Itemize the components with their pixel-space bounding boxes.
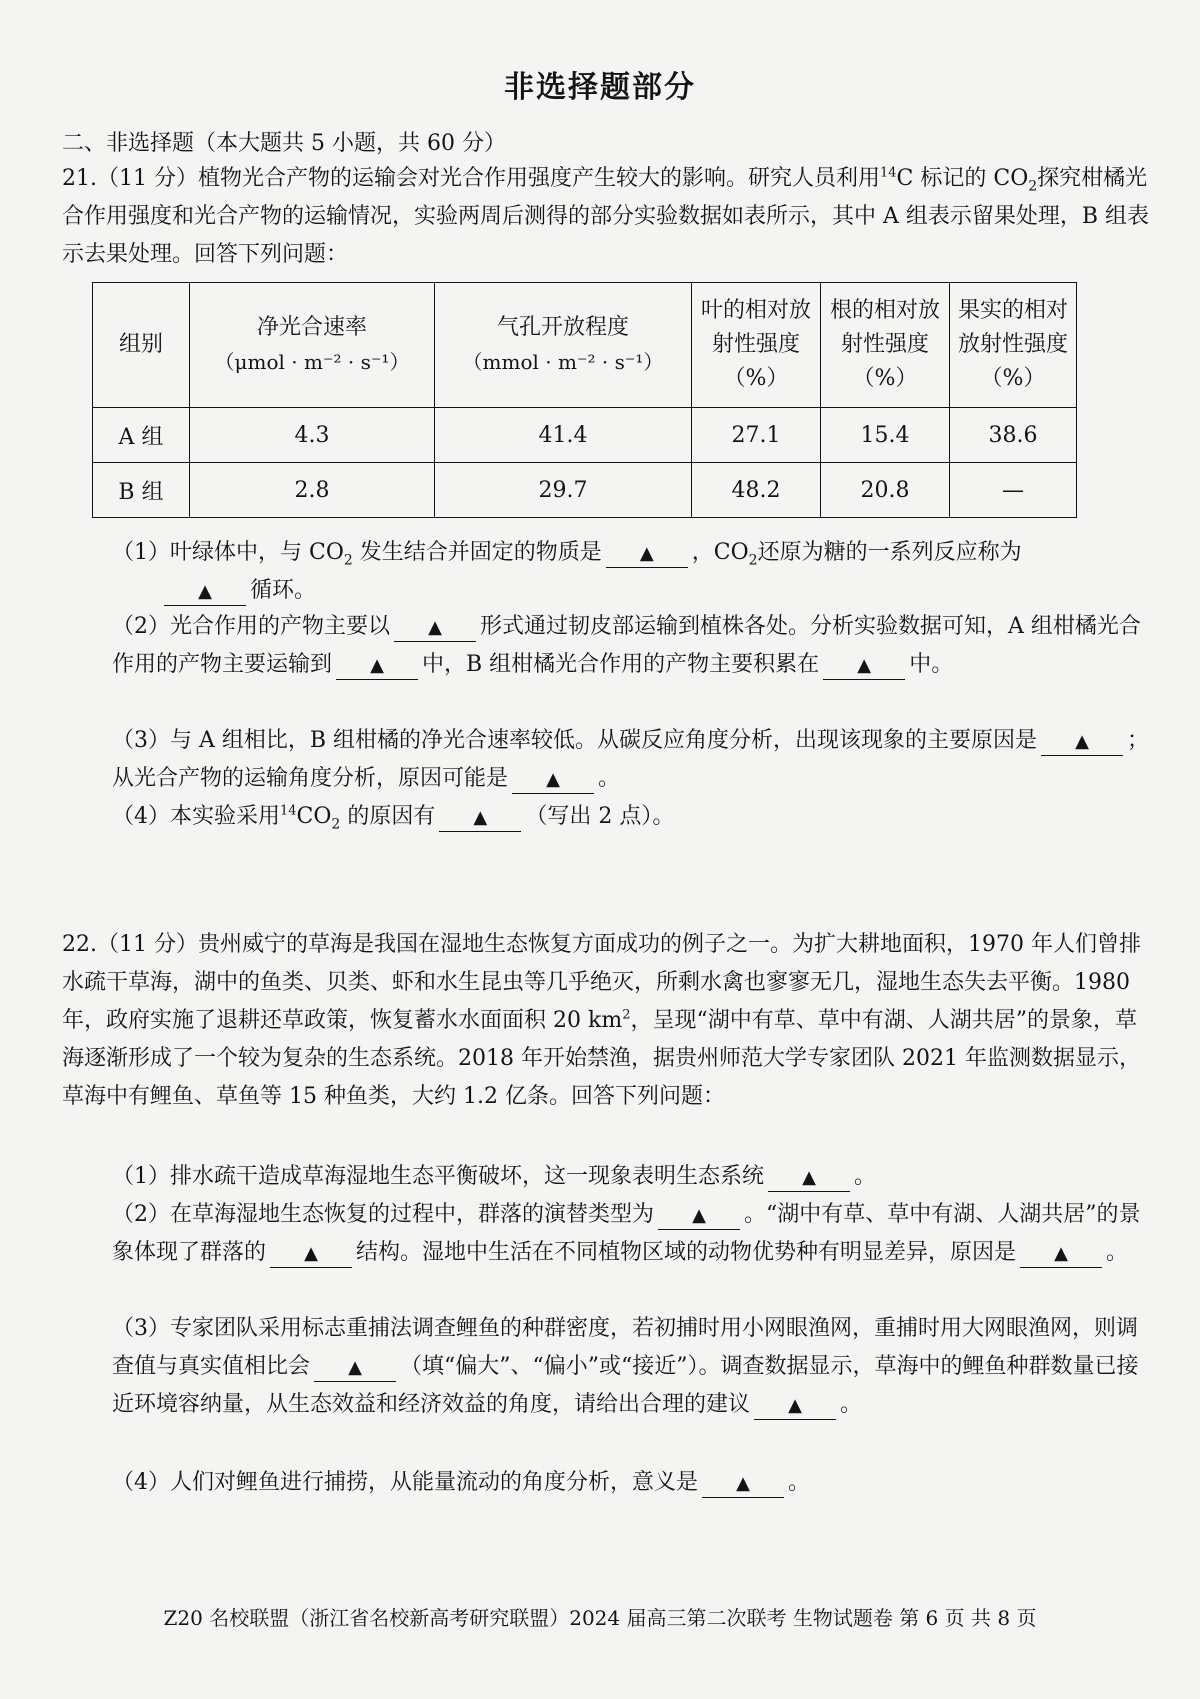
- q21-intro: 21.（11 分）植物光合产物的运输会对光合作用强度产生较大的影响。研究人员利用$^{14}$C 标记的 $CO_2$探究柑橘光合作用强度和光合产物的运输情况，实验两周后测得的部分实验数据如表所示，其中 A 组表示留果处理，B 组表示去果处理。回答下列问题：: [62, 165, 1150, 267]
- answer-blank[interactable]: [754, 1392, 836, 1420]
- triangle-icon: ▲: [1054, 1243, 1068, 1264]
- answer-blank[interactable]: [1020, 1240, 1102, 1268]
- page-title: 非选择题部分: [504, 70, 696, 105]
- q22-sub1: （1）排水疏干造成草海湿地生态平衡破坏，这一现象表明生态系统 ▲ 。: [112, 1158, 1152, 1196]
- q22-number: 22.: [62, 932, 97, 957]
- triangle-icon: ▲: [788, 1395, 802, 1416]
- triangle-icon: ▲: [802, 1167, 816, 1188]
- header-leaf: 叶的相对放射性强度（%）: [692, 283, 821, 408]
- q21-sub1: （1）叶绿体中，与 $CO_2$ 发生结合并固定的物质是 ▲ ，$CO_2$还原为糖的一系列反应称为 ▲ 循环。: [112, 534, 1152, 610]
- triangle-icon: ▲: [692, 1205, 706, 1226]
- q21-sub2: （2）光合作用的产物主要以 ▲ 形式通过韧皮部运输到植株各处。分析实验数据可知，A 组柑橘光合作用的产物主要运输到 ▲ 中，B 组柑橘光合作用的产物主要积累在 ▲ 中。: [112, 608, 1152, 684]
- q22-intro: 22.（11 分）贵州威宁的草海是我国在湿地生态恢复方面成功的例子之一。为扩大耕地面积，1970 年人们曾排水疏干草海，湖中的鱼类、贝类、虾和水生昆虫等几乎绝灭，所剩水禽也寥寥无几，湿地生态失去平衡。1980 年，政府实施了退耕还草政策，恢复蓄水水面面积 20 $km^2$，呈现“湖中有草、草中有湖、人湖共居”的景象，草海逐渐形成了一个较为复杂的生态系统。2018 年开始禁渔，据贵州师范大学专家团队 2021 年监测数据显示，草海中有鲤鱼、草鱼等 15 种鱼类，大约 1.2 亿条。回答下列问题：: [62, 932, 1141, 1109]
- triangle-icon: ▲: [428, 617, 442, 638]
- triangle-icon: ▲: [857, 655, 872, 676]
- answer-blank[interactable]: [702, 1470, 784, 1498]
- header-root: 根的相对放射性强度（%）: [821, 283, 950, 408]
- answer-blank[interactable]: [1041, 728, 1123, 756]
- q21-number: 21.: [62, 166, 97, 191]
- answer-blank[interactable]: [336, 652, 418, 680]
- triangle-icon: ▲: [639, 543, 654, 564]
- q22-sub4: （4）人们对鲤鱼进行捕捞，从能量流动的角度分析，意义是 ▲ 。: [112, 1464, 1152, 1502]
- answer-blank[interactable]: [606, 540, 688, 568]
- header-group: 组别: [93, 283, 190, 408]
- table-row: B 组 2.8 29.7 48.2 20.8 —: [93, 463, 1077, 518]
- triangle-icon: ▲: [370, 655, 384, 676]
- answer-blank[interactable]: [768, 1164, 850, 1192]
- answer-blank[interactable]: [439, 804, 521, 832]
- triangle-icon: ▲: [1075, 731, 1089, 752]
- q21-sub4: （4）本实验采用$^{14}CO_2$ 的原因有 ▲ （写出 2 点）。: [112, 803, 675, 833]
- header-stomata: 气孔开放程度 （mmol · m⁻² · s⁻¹）: [435, 283, 692, 408]
- answer-blank[interactable]: [512, 766, 594, 794]
- table-header-row: [93, 283, 1077, 408]
- table-row: A 组 4.3 41.4 27.1 15.4 38.6: [93, 408, 1077, 463]
- answer-blank[interactable]: [394, 614, 476, 642]
- answer-blank[interactable]: [314, 1354, 396, 1382]
- header-rate: 净光合速率 （μmol · m⁻² · s⁻¹）: [190, 283, 435, 408]
- triangle-icon: ▲: [473, 807, 488, 828]
- triangle-icon: ▲: [198, 581, 212, 602]
- answer-blank[interactable]: [658, 1202, 740, 1230]
- answer-blank[interactable]: [164, 578, 246, 606]
- answer-blank[interactable]: [823, 652, 905, 680]
- triangle-icon: ▲: [348, 1357, 362, 1378]
- q22-sub2: （2）在草海湿地生态恢复的过程中，群落的演替类型为 ▲ 。“湖中有草、草中有湖、人湖共居”的景象体现了群落的 ▲ 结构。湿地中生活在不同植物区域的动物优势种有明显差异，原因是 ▲ 。: [112, 1196, 1152, 1272]
- data-table: [92, 282, 1077, 518]
- triangle-icon: ▲: [546, 769, 560, 790]
- triangle-icon: ▲: [304, 1243, 318, 1264]
- header-fruit: 果实的相对放射性强度（%）: [950, 283, 1077, 408]
- section-heading: 二、非选择题（本大题共 5 小题，共 60 分）: [62, 131, 506, 156]
- q22-sub3: （3）专家团队采用标志重捕法调查鲤鱼的种群密度，若初捕时用小网眼渔网，重捕时用大网眼渔网，则调查值与真实值相比会 ▲ （填“偏大”、“偏小”或“接近”）。调查数据显示，草海中的鲤鱼种群数量已接近环境容纳量，从生态效益和经济效益的角度，请给出合理的建议 ▲ 。: [112, 1310, 1152, 1424]
- answer-blank[interactable]: [270, 1240, 352, 1268]
- page-footer: Z20 名校联盟（浙江省名校新高考研究联盟）2024 届高三第二次联考 生物试题卷 第 6 页 共 8 页: [163, 1606, 1037, 1630]
- triangle-icon: ▲: [736, 1473, 750, 1494]
- q21-sub3: （3）与 A 组相比，B 组柑橘的净光合速率较低。从碳反应角度分析，出现该现象的主要原因是 ▲ ；从光合产物的运输角度分析，原因可能是 ▲ 。: [112, 722, 1152, 798]
